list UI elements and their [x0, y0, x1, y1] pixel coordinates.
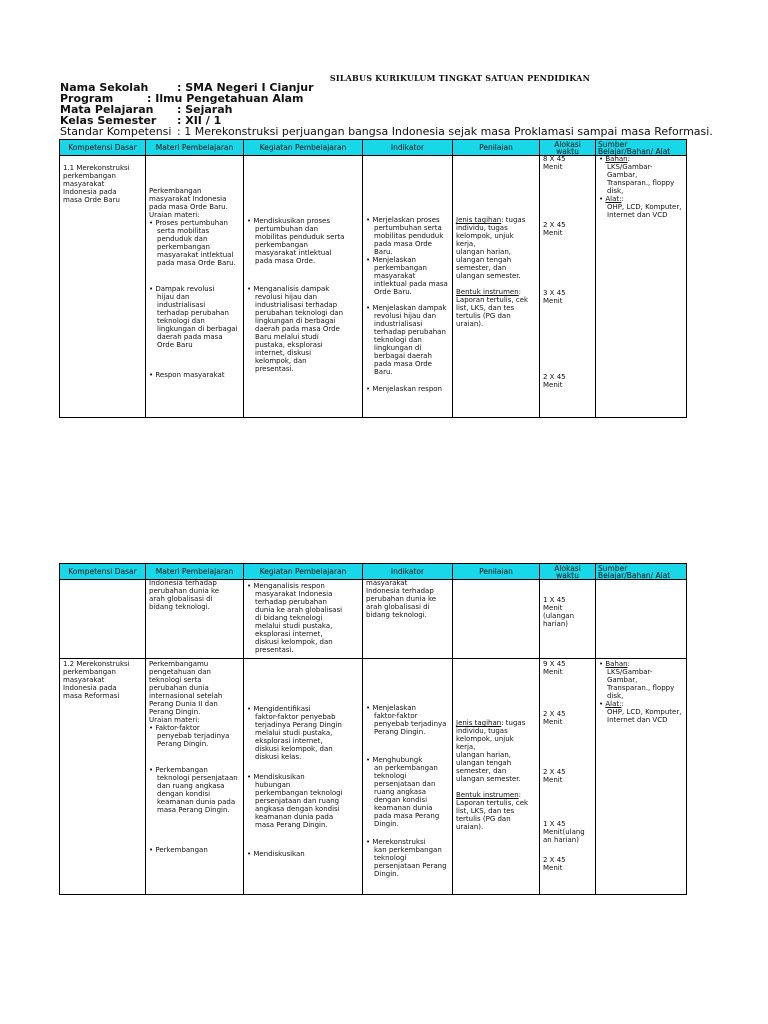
- materi-point: • Proses pertumbuhan serta mobilitas penduduk dan perkembangan masyarakat intlektual pada masa Orde Baru.: [149, 219, 236, 267]
- cell-sumber: [596, 580, 687, 659]
- cell-penilaian: [453, 156, 540, 418]
- header-label: Kelas Semester: [60, 114, 157, 127]
- indikator-point: • Menjelaskan dampak revolusi hijau dan industrialisasi terhadap perubahan teknologi dan lingkungan di berbagai daerah pada masa Orde Baru.: [366, 304, 447, 376]
- cell-penilaian: [453, 580, 540, 659]
- cell-indikator: [363, 580, 453, 659]
- document-title: SILABUS KURIKULUM TINGKAT SATUAN PENDIDIKAN: [329, 73, 591, 83]
- header-mata-pelajaran: [60, 104, 720, 115]
- jenis-tagihan-text: : tugas individu, tugas kelompok, unjuk kerja, ulangan harian, ulangan tengah semester, dan ulangan semester.: [456, 719, 526, 783]
- cell-alokasi: [540, 580, 596, 659]
- indikator-point: • Merekonstruksi kan perkembangan teknologi persenjataan Perang Dingin.: [366, 838, 447, 878]
- kd-text: 1.2 Merekonstruksi perkembangan masyarakat Indonesia pada masa Reformasi: [63, 660, 130, 700]
- alokasi-value: 1 X 45 Menit (ulangan harian): [543, 596, 575, 628]
- bentuk-instrumen-label: Bentuk instrumen: [456, 288, 519, 296]
- column-header-kompetensi-dasar: Kompetensi Dasar: [60, 564, 146, 580]
- alokasi-value: 2 X 45 Menit: [543, 373, 566, 389]
- table-row: [60, 156, 687, 418]
- header-standar-kompetensi: [60, 126, 720, 137]
- column-header-indikator: Indikator: [363, 140, 453, 156]
- alat-label: Alat:: [605, 700, 622, 708]
- column-header-penilaian: Penilaian: [453, 140, 540, 156]
- cell-kompetensi-dasar: [60, 156, 146, 418]
- header-value: : Ilmu Pengetahuan Alam: [147, 92, 304, 105]
- alokasi-value: 2 X 45 Menit: [543, 221, 566, 237]
- indikator-point: • Menghubungk an perkembangan teknologi persenjataan dan ruang angkasa dengan kondisi keamanan dunia pada masa Perang Dingin.: [366, 756, 440, 828]
- penilaian-jenis: [456, 719, 536, 783]
- alat-label: Alat:: [605, 195, 622, 203]
- alokasi-value: 2 X 45 Menit: [543, 768, 566, 784]
- table-header-row: [60, 564, 687, 580]
- materi-point: • Perkembangan: [149, 846, 208, 854]
- sumber-alat: • Alat:: OHP, LCD, Komputer, Internet dan VCD: [599, 700, 682, 724]
- indikator-point: • Menjelaskan perkembangan masyarakat intlektual pada masa Orde Baru.: [366, 256, 448, 296]
- materi-point: • Respon masyarakat: [149, 371, 225, 379]
- cell-materi: [146, 659, 244, 895]
- column-header-penilaian: Penilaian: [453, 564, 540, 580]
- materi-point: • Dampak revolusi hijau dan industrialisasi terhadap perubahan teknologi dan lingkungan di berbagai daerah pada masa Orde Baru: [149, 285, 238, 349]
- bahan-text: : LKS/Gambar-Gambar, Transparan., floppy disk,: [607, 155, 675, 195]
- table-row: [60, 580, 687, 659]
- header-value: : SMA Negeri I Cianjur: [177, 81, 314, 94]
- column-header-alokasi: Alokasi waktu: [540, 140, 596, 156]
- bentuk-instrumen-label: Bentuk instrumen: [456, 791, 519, 799]
- cell-materi: [146, 580, 244, 659]
- indikator-point: • Merjelaskan proses pertumbuhan serta mobilitas penduduk pada masa Orde Baru.: [366, 216, 444, 256]
- cell-indikator: [363, 156, 453, 418]
- penilaian-jenis: [456, 216, 536, 280]
- sumber-bahan: • Bahan: LKS/Gambar-Gambar, Transparan., floppy disk,: [599, 660, 675, 700]
- alokasi-value: 8 X 45 Menit: [543, 155, 566, 171]
- sumber-bahan: • Bahan: LKS/Gambar-Gambar, Transparan., floppy disk,: [599, 155, 675, 195]
- penilaian-bentuk: [456, 288, 536, 328]
- bahan-label: Bahan: [605, 155, 628, 163]
- cell-sumber: [596, 659, 687, 895]
- header-label: Program: [60, 92, 114, 105]
- cell-materi: [146, 156, 244, 418]
- kegiatan-point: • Mendiskusikan: [247, 850, 305, 858]
- column-header-materi: Materi Pembelajaran: [146, 140, 244, 156]
- sumber-alat: • Alat:: OHP, LCD, Komputer, Internet dan VCD: [599, 195, 682, 219]
- syllabus-table-page1: [59, 139, 687, 418]
- cell-kompetensi-dasar: [60, 580, 146, 659]
- bentuk-instrumen-text: : Laporan tertulis, cek list, LKS, dan tes tertulis (PG dan uraian).: [456, 288, 529, 328]
- alat-text: : OHP, LCD, Komputer, Internet dan VCD: [607, 700, 682, 724]
- materi-intro: Perkembangan masyarakat Indonesia pada masa Orde Baru. Uraian materi:: [149, 187, 228, 219]
- header-value: : XII / 1: [177, 114, 222, 127]
- header-value: : 1 Merekonstruksi perjuangan bangsa Indonesia sejak masa Proklamasi sampai masa Reformasi.: [177, 125, 713, 138]
- cell-kegiatan: [244, 659, 363, 895]
- materi-point: • Faktor-faktor penyebab terjadinya Perang Dingin.: [149, 724, 230, 748]
- header-program: [60, 93, 720, 104]
- alat-text: : OHP, LCD, Komputer, Internet dan VCD: [607, 195, 682, 219]
- column-header-sumber: Sumber Belajar/Bahan/ Alat: [596, 564, 687, 580]
- column-header-materi: Materi Pembelajaran: [146, 564, 244, 580]
- kegiatan-point: • Menganalisis dampak revolusi hijau dan industrialisasi terhadap perubahan teknologi dan lingkungan di berbagai daerah pada masa Orde Baru melalui studi pustaka, eksplorasi internet, diskusi kelompok, dan presentasi.: [247, 285, 344, 373]
- bentuk-instrumen-text: : Laporan tertulis, cek list, LKS, dan tes tertulis (PG dan uraian).: [456, 791, 529, 831]
- kd-text: 1.1 Merekonstruksi perkembangan masyarakat Indonesia pada masa Orde Baru: [63, 164, 130, 204]
- indikator-point: • Menjelaskan respon: [366, 385, 442, 393]
- penilaian-bentuk: [456, 791, 536, 831]
- column-header-kegiatan: Kegiatan Pembelajaran: [244, 564, 363, 580]
- alokasi-value: 3 X 45 Menit: [543, 289, 566, 305]
- indikator-text: masyarakat Indonesia terhadap perubahan dunia ke arah globalisasi di bidang teknologi.: [366, 579, 437, 619]
- table-row: [60, 659, 687, 895]
- indikator-point: • Menjelaskan faktor-faktor penyebab terjadinya Perang Dingin.: [366, 704, 447, 736]
- kegiatan-point: • Mendiskusikan proses pertumbuhan dan mobilitas penduduk serta perkembangan masyarakat intlektual pada masa Orde.: [247, 217, 345, 265]
- jenis-tagihan-text: : tugas individu, tugas kelompok, unjuk kerja, ulangan harian, ulangan tengah semester, dan ulangan semester.: [456, 216, 526, 280]
- header-value: : Sejarah: [177, 103, 233, 116]
- cell-alokasi: [540, 659, 596, 895]
- jenis-tagihan-label: Jenis tagihan: [456, 719, 502, 727]
- column-header-kegiatan: Kegiatan Pembelajaran: [244, 140, 363, 156]
- column-header-sumber: Sumber Belajar/Bahan/ Alat: [596, 140, 687, 156]
- cell-indikator: [363, 659, 453, 895]
- bahan-text: : LKS/Gambar-Gambar, Transparan., floppy disk,: [607, 660, 675, 700]
- cell-sumber: [596, 156, 687, 418]
- syllabus-table-page2: [59, 563, 687, 895]
- header-label: Nama Sekolah: [60, 81, 149, 94]
- column-header-indikator: Indikator: [363, 564, 453, 580]
- kegiatan-point: • Mengidentifikasi faktor-faktor penyebab terjadinya Perang Dingin melalui studi pustaka, eksplorasi internet, diskusi kelompok, dan diskusi kelas.: [247, 705, 342, 761]
- materi-point: • Perkembangan teknologi persenjataan dan ruang angkasa dengan kondisi keamanan dunia pada masa Perang Dingin.: [149, 766, 238, 814]
- cell-kegiatan: [244, 156, 363, 418]
- table-header-row: [60, 140, 687, 156]
- alokasi-value: 2 X 45 Menit: [543, 710, 566, 726]
- cell-penilaian: [453, 659, 540, 895]
- kegiatan-point: • Menganalisis respon masyarakat Indonesia terhadap perubahan dunia ke arah globalisasi di bidang teknologi melalui studi pustaka, eksplorasi internet, diskusi kelompok, dan presentasi.: [247, 582, 343, 654]
- document-header: [60, 82, 720, 137]
- bahan-label: Bahan: [605, 660, 628, 668]
- jenis-tagihan-label: Jenis tagihan: [456, 216, 502, 224]
- column-header-kompetensi-dasar: Kompetensi Dasar: [60, 140, 146, 156]
- materi-text: Indonesia terhadap perubahan dunia ke arah globalisasi di bidang teknologi.: [149, 579, 220, 611]
- cell-kompetensi-dasar: [60, 659, 146, 895]
- column-header-alokasi: Alokasi waktu: [540, 564, 596, 580]
- header-label: Mata Pelajaran: [60, 103, 154, 116]
- cell-alokasi: [540, 156, 596, 418]
- cell-kegiatan: [244, 580, 363, 659]
- alokasi-value: 1 X 45 Menit(ulang an harian): [543, 820, 585, 844]
- kegiatan-point: • Mendiskusikan hubungan perkembangan teknologi persenjataan dan ruang angkasa dengan kondisi keamanan dunia pada masa Perang Dingin.: [247, 773, 343, 829]
- alokasi-value: 2 X 45 Menit: [543, 856, 566, 872]
- materi-intro: Perkembangamu pengetahuan dan teknologi serta perubahan dunia internasional setelah Perang Dunia II dan Perang Dingin. Uraian materi:: [149, 660, 223, 724]
- header-label: Standar Kompetensi: [60, 125, 172, 138]
- alokasi-value: 9 X 45 Menit: [543, 660, 566, 676]
